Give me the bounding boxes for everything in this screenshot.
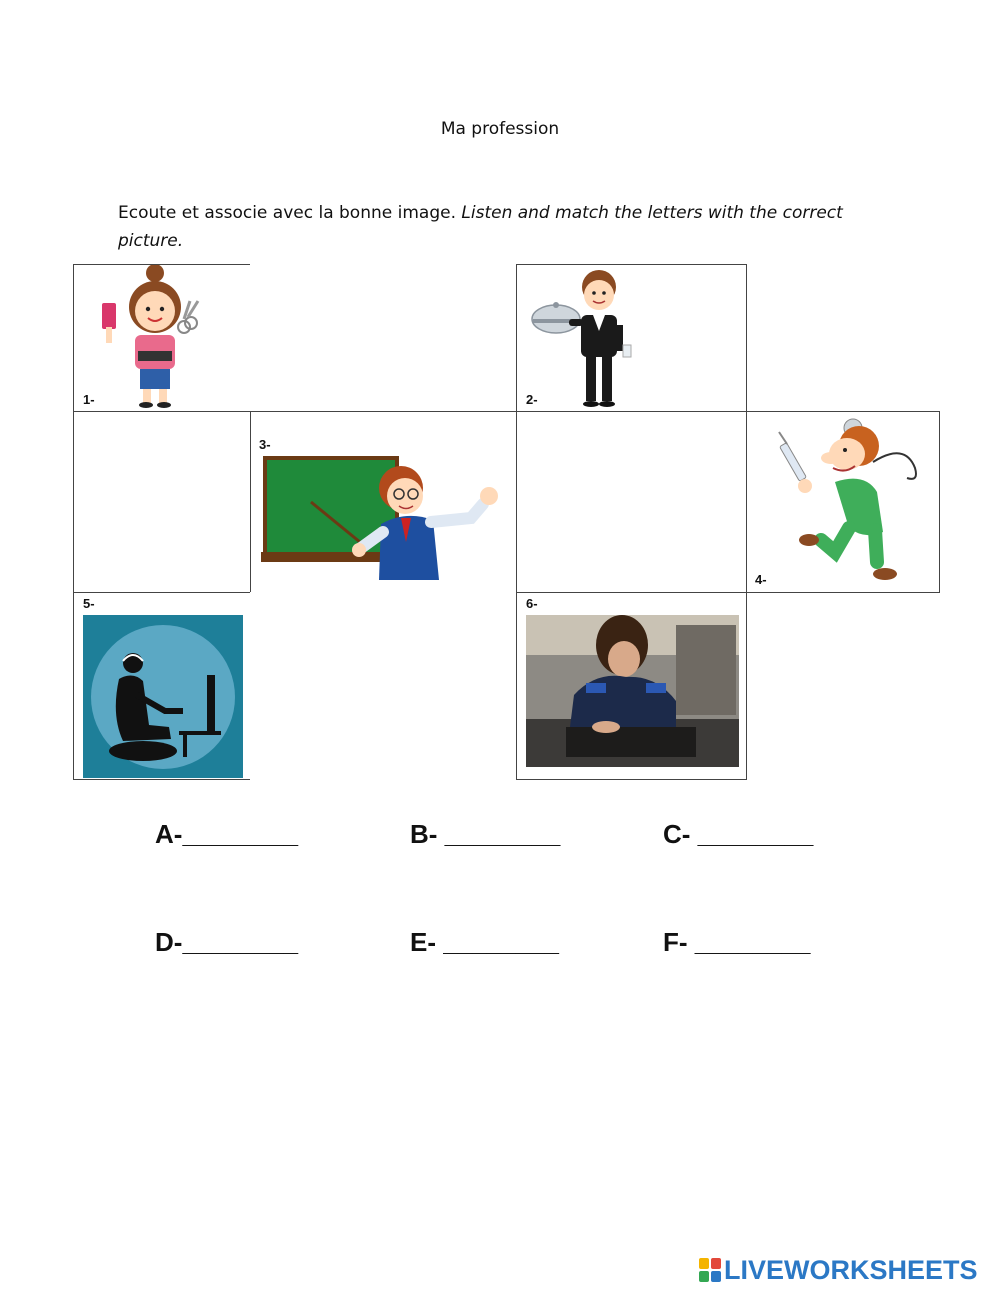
- answer-label: F-: [663, 927, 688, 957]
- picture-number: 1-: [83, 392, 95, 407]
- answer-a: [155, 819, 298, 850]
- picture-cell-4: [746, 411, 940, 593]
- instructions: [118, 199, 848, 255]
- waiter-icon: [529, 265, 649, 411]
- answer-e: [410, 927, 559, 958]
- doctor-icon: [765, 412, 935, 590]
- picture-number: 4-: [755, 572, 767, 587]
- picture-cell-5: [73, 592, 251, 780]
- instructions-french: Ecoute et associe avec la bonne image.: [118, 203, 456, 223]
- empty-cell: [250, 592, 517, 780]
- answer-label: C-: [663, 819, 691, 849]
- instructions-english: Listen and match the letters with the correct picture.: [118, 203, 843, 251]
- answer-label: D-: [155, 927, 183, 957]
- mechanic-icon: [526, 615, 739, 767]
- answer-label: E-: [410, 927, 436, 957]
- answer-blank-a[interactable]: ________: [182, 819, 299, 849]
- picture-cell-1: [73, 264, 251, 412]
- answer-blank-d[interactable]: ________: [182, 927, 299, 957]
- answer-c: [663, 819, 813, 850]
- answer-blank-c[interactable]: ________: [697, 819, 814, 849]
- answer-b: [410, 819, 560, 850]
- liveworksheets-logo-icon: [698, 1257, 722, 1283]
- teacher-icon: [261, 452, 511, 587]
- computer-worker-icon: [83, 615, 243, 778]
- empty-cell: [73, 411, 251, 593]
- answer-blank-f[interactable]: ________: [694, 927, 811, 957]
- answer-label: B-: [410, 819, 438, 849]
- empty-cell: [516, 411, 747, 593]
- brand-name: LIVEWORKSHEETS: [724, 1254, 978, 1285]
- answer-d: [155, 927, 298, 958]
- answer-f: [663, 927, 810, 958]
- picture-number: 3-: [259, 437, 271, 452]
- answer-blank-b[interactable]: ________: [444, 819, 561, 849]
- picture-cell-2: [516, 264, 747, 412]
- answer-label: A-: [155, 819, 183, 849]
- answer-blank-e[interactable]: ________: [443, 927, 559, 957]
- page-title: Ma profession: [440, 119, 560, 139]
- picture-number: 6-: [526, 596, 538, 611]
- picture-cell-3: [250, 411, 517, 593]
- picture-number: 5-: [83, 596, 95, 611]
- picture-number: 2-: [526, 392, 538, 407]
- picture-cell-6: [516, 592, 747, 780]
- brand-logo[interactable]: [698, 1254, 978, 1286]
- hairdresser-icon: [98, 265, 208, 409]
- empty-cell: [250, 264, 517, 412]
